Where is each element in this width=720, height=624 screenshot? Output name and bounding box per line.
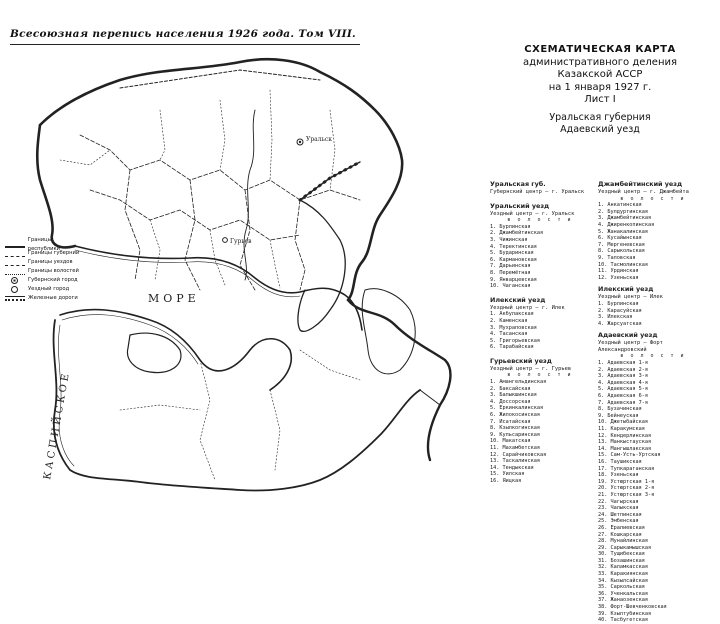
list-item: 4. Жарсуатская [598,320,642,327]
uralsk-gub-title: Уральская губ. [490,180,546,188]
list-item: 6. Кармановская [490,256,537,263]
list-item: 27. Кошкарская [598,531,642,538]
legend-symbol-icon [5,278,25,283]
list-item: 13. Таскалинская [490,458,540,465]
uralsk-uezd-title: Уральский уезд [490,201,550,210]
uezd-boundary [80,135,360,200]
list-item: 29. Сарыкамышская [598,544,652,551]
list-item: 20. Устюртская 2-я [598,485,655,492]
guryev-uezd-title: Гурьевский уезд [490,356,552,365]
caspian-label: КАСПИЙСКОЕ [42,370,73,481]
list-item: 37. Жанаозенская [598,597,648,604]
header-rule [10,44,360,45]
adaev-uezd-title: Адаевский уезд [598,331,658,340]
guryev-uezd-list [490,379,590,485]
list-item: 9. Январцевская [490,276,537,283]
list-item: 7. Мергеневская [598,241,645,248]
guryev-town-marker [223,238,228,243]
ilek-uezd-list [490,311,590,351]
list-item: 2. Булдуртинская [598,208,648,215]
list-item: 4. Джиренкопинская [598,221,655,228]
guryev-label: Гурьев [230,238,252,245]
list-item: 1. Акбулакская [490,311,534,318]
list-item: 3. Адаевская 3-я [598,373,648,380]
region-district: Адаевский уезд [560,124,640,135]
list-item: 9. Кульсаринская [490,431,540,438]
list-item: 32. Каламкасская [598,564,648,571]
list-item: 13. Манкыстауская [598,439,652,446]
list-item: 1. Амангельдинская [490,379,547,386]
caspian-coast [54,320,420,491]
map-title-block [500,44,700,107]
list-item: 14. Тендыкская [490,464,534,471]
list-item: 40. Тасбугетская [598,617,648,624]
ilek-uezd-title: Илекский уезд [490,295,546,304]
sea-label: МОРЕ [148,292,200,305]
list-item: 8. Сарыкольская [598,248,645,255]
guryev-uezd-volosti: в о л о с т и [507,372,573,379]
list-item: 4. Теректинская [490,243,537,250]
dzhambeit-uezd-volosti: в о л о с т и [620,195,686,202]
legend-label: Границы республики [27,236,60,252]
list-item: 10. Джетыбайская [598,419,648,426]
list-item: 36. Ученкальская [598,590,648,597]
list-item: 38. Форт-Шевченковская [598,604,667,611]
legend-row [5,294,85,303]
list-item: 5. Бударинская [490,250,534,257]
list-item: 2. Джамбейтинская [490,230,544,237]
list-item: 1. Анкатинская [598,202,642,209]
list-item: 1. Бурлинская [490,223,531,230]
legend-row [5,285,85,294]
list-item: 4. Тасанская [490,331,528,338]
legend-row [5,258,85,267]
list-column-left [490,180,590,485]
list-item: 6. Адаевская 6-я [598,393,648,400]
list-item: 6. Тарабайская [490,344,534,351]
list-item: 1. Бурлинская [598,300,639,307]
list-item: 26. Ералиевская [598,524,645,531]
list-item: 22. Чагырская [598,498,639,505]
list-item: 5. Жанакалинская [598,228,648,235]
republic-boundary [40,59,402,300]
legend-label: Границы губернии [28,250,80,256]
list-item: 12. Кендерлинская [598,432,652,439]
map-sheet: Лист I [584,94,616,105]
uralsk-gub-sub: Губернский центр — г. Уральск [490,189,585,195]
legend-label: Границы волостей [28,268,79,274]
list-item: 9. Бейнеуская [598,412,639,419]
list-item: 2. Адаевская 2-я [598,366,648,373]
list-item: 12. Узеньская [598,274,639,281]
list-item: 18. Узеньская [598,472,639,479]
ilek2-sub: Уездный центр — Илек [598,294,663,301]
guryev-uezd-sub: Уездный центр — г. Гурьев [490,365,572,372]
list-item: 10. Макатская [490,438,531,445]
dzhambeit-uezd-sub: Уездный центр — г. Джамбейта [598,189,689,195]
list-item: 7. Адаевская 7-я [598,399,648,406]
legend-label: Границы уездов [28,259,73,265]
legend-symbol-icon [5,260,25,266]
list-item: 11. Махамбетская [490,445,540,451]
ilek2-list [598,301,708,327]
legend-row [5,267,85,276]
dzhambeit-uezd-title: Джамбейтинский уезд [598,180,683,188]
list-item: 2. Каменская [490,317,528,324]
legend-symbol-icon [5,251,25,257]
legend-symbol-icon [5,287,25,292]
map-legend [5,236,85,303]
list-item: 3. Чижинская [490,236,528,243]
list-item: 11. Каракумская [598,426,645,432]
list-item: 7. Дарьинская [490,263,531,270]
legend-symbol-icon [5,269,25,275]
dzhambeit-uezd-list [598,202,708,281]
river [244,110,255,280]
list-item: 33. Каракиянская [598,571,648,578]
list-item: 5. Еркинкалинская [490,405,544,412]
uralsk-uezd-sub: Уездный центр — г. Уральск [490,210,575,217]
list-item: 14. Мангышлакская [598,445,652,452]
ilek2-title: Илекский уезд [598,285,654,294]
list-item: 3. Джамбейтинская [598,215,652,222]
list-item: 9. Таловская [598,254,636,261]
southern-coast [60,310,291,390]
list-item: 28. Мунайлинская [598,538,648,545]
list-item: 15. Сам-Усть-Уртская [598,452,661,459]
list-item: 23. Чалыкская [598,505,639,512]
document-header: Всесоюзная перепись населения 1926 года. Том VIII. [10,28,357,40]
adaev-uezd-volosti: в о л о с т и [620,353,686,360]
adaev-uezd-list [598,360,708,624]
legend-label: Уездный город [28,286,70,292]
list-item: 17. Тупкараганская [598,465,655,472]
list-item: 10. Чаганская [490,283,531,290]
list-item: 39. Кзылтубинская [598,610,652,617]
list-item: 6. Жилокосинская [490,412,540,419]
list-item: 5. Адаевская 5-я [598,386,648,393]
uralsk-uezd-volosti: в о л о с т и [507,217,573,224]
list-item: 10. Тасмолинская [598,261,648,268]
list-item: 19. Устюртская 1-я [598,478,655,485]
list-item: 7. Исатайская [490,418,531,425]
region-block [500,112,700,136]
legend-symbol-icon [5,241,25,248]
list-item: 2. Баксайская [490,385,531,392]
list-item: 3. Балыкшинская [490,392,537,399]
map-republic: Казакской АССР [557,69,643,80]
list-item: 1. Адаевская 1-я [598,360,648,367]
list-item: 35. Саркольская [598,584,645,591]
list-item: 31. Бозашинская [598,557,645,564]
uralsk-label: Уральск [306,136,332,143]
legend-label: Железные дороги [28,295,78,301]
list-item: 4. Адаевская 4-я [598,379,648,386]
region-province: Уральская губерния [549,112,651,123]
ilek-uezd-sub: Уездный центр — г. Илек [490,304,565,311]
list-item: 3. Мухраповская [490,324,537,331]
list-item: 24. Шетпинская [598,511,642,518]
list-item: 2. Карасуйская [598,307,642,314]
list-item: 4. Доссорская [490,398,531,405]
legend-row [5,249,85,258]
uralsk-uezd-list [490,224,590,290]
list-item: 8. Кзылкогинская [490,425,540,432]
adaev-uezd-sub: Уездный центр — Форт Александровский [598,340,663,353]
list-item: 3. Илекская [598,314,633,321]
legend-row [5,276,85,285]
list-item: 6. Кусайынская [598,235,642,242]
list-item: 21. Устюртская 3-я [598,491,655,498]
legend-label: Губернский город [28,277,78,283]
list-item: 12. Сарайчиковская [490,451,547,458]
list-item: 15. Уилская [490,471,525,478]
list-item: 34. Кызылсайская [598,577,648,584]
list-item: 16. Яицкая [490,477,522,484]
list-item: 8. Перемётная [490,269,531,276]
legend-row [5,236,85,252]
map-title: СХЕМАТИЧЕСКАЯ КАРТА [524,44,676,55]
map-date: на 1 января 1927 г. [548,81,652,93]
list-item: 30. Тущибекская [598,551,645,558]
list-item: 11. Урдинская [598,268,639,275]
list-item: 5. Григорьевская [490,337,540,344]
map-subtitle: административного деления [522,56,677,68]
list-column-right [598,180,708,624]
legend-symbol-icon [5,296,25,301]
list-item: 8. Бузачинская [598,406,642,413]
list-item: 16. Таушикская [598,458,642,465]
list-item: 25. Эмбенская [598,518,639,525]
